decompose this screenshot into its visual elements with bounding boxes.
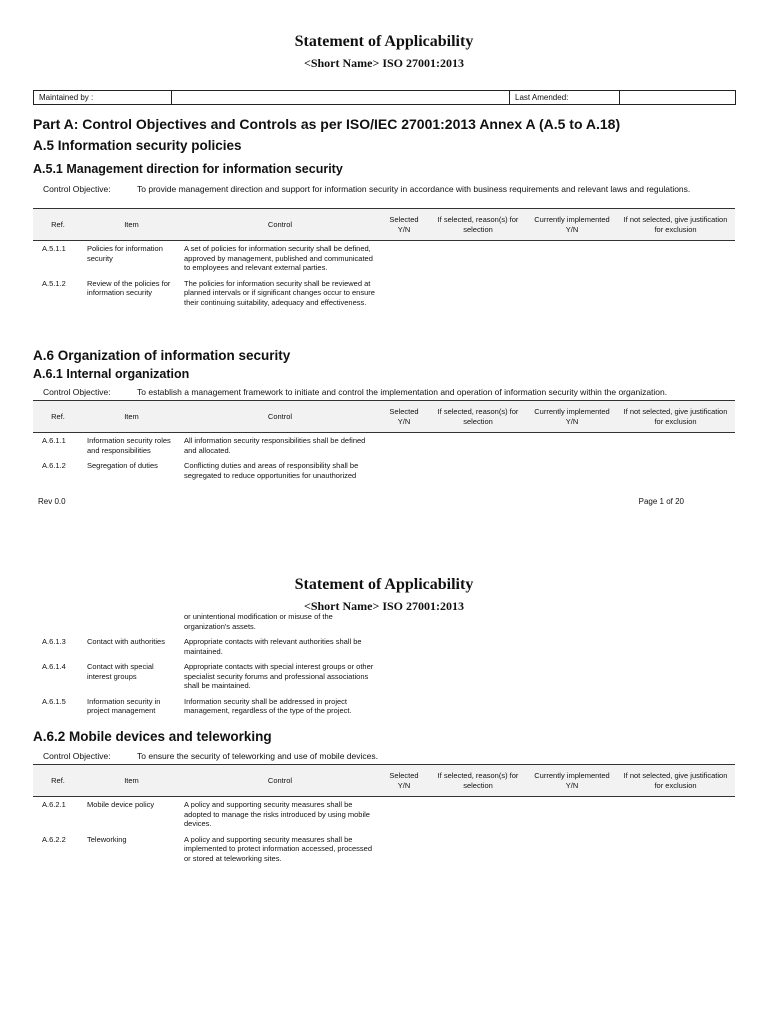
row-item: Mobile device policy: [87, 800, 155, 809]
row-control: Appropriate contacts with relevant authorities shall be maintained.: [184, 637, 362, 656]
row-control: Conflicting duties and areas of responsibility shall be segregated to reduce opportunities for unauthorized: [184, 461, 359, 480]
row-ref: A.6.1.4: [42, 662, 66, 671]
row-selected: [380, 276, 428, 311]
table-row: [33, 634, 735, 659]
row-control: Appropriate contacts with special interest groups or other specialist security forums and professional associations shall be maintained.: [184, 662, 374, 690]
row-reason: [428, 694, 528, 719]
table-row: [33, 797, 735, 832]
row-selected: [380, 634, 428, 659]
row-ref: A.6.1.1: [42, 436, 66, 445]
part-a-heading: Part A: Control Objectives and Controls as per ISO/IEC 27001:2013 Annex A (A.5 to A.18): [33, 116, 621, 132]
page-subtitle: <Short Name> ISO 27001:2013: [303, 599, 464, 613]
row-ref: A.6.1.3: [42, 637, 66, 646]
row-reason: [428, 659, 528, 694]
maintained-by-label: Maintained by :: [34, 91, 172, 105]
row-justification: [616, 832, 735, 867]
table-row: [33, 458, 735, 483]
section-a6-heading: A.6 Organization of information security: [33, 348, 291, 363]
row-reason: [428, 612, 528, 634]
row-item: [83, 612, 180, 634]
row-reason: [428, 433, 528, 459]
page-title: Statement of Applicability: [294, 33, 474, 50]
header-selected: Selected Y/N: [380, 765, 428, 797]
row-justification: [616, 659, 735, 694]
section-a51-heading: A.5.1 Management direction for information security: [33, 162, 343, 176]
row-item: Review of the policies for information security: [87, 278, 171, 297]
table-row: [33, 433, 735, 459]
header-justification: If not selected, give justification for exclusion: [616, 401, 735, 433]
row-item: Policies for information security: [87, 244, 163, 263]
row-reason: [428, 276, 528, 311]
row-implemented: [528, 612, 616, 634]
row-justification: [616, 634, 735, 659]
control-objective-label: Control Objective:: [43, 751, 111, 761]
control-objective-text: To ensure the security of teleworking and use of mobile devices.: [137, 751, 378, 761]
table-row: [33, 832, 735, 867]
row-implemented: [528, 659, 616, 694]
header-control: Control: [180, 765, 380, 797]
row-selected: [380, 612, 428, 634]
row-selected: [380, 659, 428, 694]
header-item: Item: [83, 209, 180, 241]
control-objective-text: To establish a management framework to initiate and control the implementation and operation of information security within the organization.: [137, 387, 668, 397]
row-selected: [380, 694, 428, 719]
maintained-by-value: [172, 91, 510, 105]
section-a5-heading: A.5 Information security policies: [33, 138, 242, 153]
header-implemented: Currently implemented Y/N: [528, 765, 616, 797]
row-reason: [428, 458, 528, 483]
row-selected: [380, 433, 428, 459]
header-justification: If not selected, give justification for exclusion: [616, 209, 735, 241]
footer-revision: Rev 0.0: [38, 497, 66, 506]
header-implemented: Currently implemented Y/N: [528, 209, 616, 241]
header-control: Control: [180, 209, 380, 241]
table-row: [33, 694, 735, 719]
row-implemented: [528, 458, 616, 483]
page-title: Statement of Applicability: [294, 576, 474, 593]
row-item: Segregation of duties: [87, 461, 158, 470]
row-implemented: [528, 241, 616, 276]
controls-table-a61-continued: [33, 612, 735, 719]
table-row: [33, 659, 735, 694]
row-selected: [380, 797, 428, 832]
header-implemented: Currently implemented Y/N: [528, 401, 616, 433]
header-item: Item: [83, 401, 180, 433]
control-objective-label: Control Objective:: [43, 184, 111, 194]
row-control: A set of policies for information security shall be defined, approved by management, published and communicated to employees and relevant external parties.: [184, 244, 373, 272]
header-ref: Ref.: [33, 209, 83, 241]
row-justification: [616, 612, 735, 634]
row-ref: [33, 612, 83, 634]
header-selected: Selected Y/N: [380, 209, 428, 241]
row-selected: [380, 241, 428, 276]
row-justification: [616, 241, 735, 276]
last-amended-value: [620, 91, 736, 105]
row-justification: [616, 797, 735, 832]
row-item: Information security in project management: [87, 696, 161, 715]
table-row: [33, 241, 735, 276]
control-objective-label: Control Objective:: [43, 387, 111, 397]
row-justification: [616, 276, 735, 311]
row-implemented: [528, 276, 616, 311]
row-justification: [616, 433, 735, 459]
header-ref: Ref.: [33, 765, 83, 797]
header-reason: If selected, reason(s) for selection: [428, 765, 528, 797]
row-justification: [616, 694, 735, 719]
section-a61-heading: A.6.1 Internal organization: [33, 367, 190, 381]
row-control: A policy and supporting security measures shall be implemented to protect information accessed, processed or stored at teleworking sites.: [184, 834, 373, 863]
section-a62-heading: A.6.2 Mobile devices and teleworking: [33, 729, 272, 744]
footer-page-number: Page 1 of 20: [638, 497, 684, 506]
header-justification: If not selected, give justification for exclusion: [616, 765, 735, 797]
row-selected: [380, 832, 428, 867]
row-ref: A.6.1.2: [42, 461, 66, 470]
row-selected: [380, 458, 428, 483]
row-item: Information security roles and responsibilities: [87, 436, 171, 455]
row-reason: [428, 634, 528, 659]
row-reason: [428, 797, 528, 832]
row-control: The policies for information security shall be reviewed at planned intervals or if significant changes occur to ensure their continuing suitability, adequacy and effectiveness.: [184, 278, 375, 307]
row-item: Contact with special interest groups: [87, 662, 154, 681]
header-reason: If selected, reason(s) for selection: [428, 209, 528, 241]
controls-table-a51: [33, 208, 735, 310]
table-row: [33, 276, 735, 311]
row-control: A policy and supporting security measures shall be adopted to manage the risks introduced by using mobile devices.: [184, 800, 370, 828]
header-item: Item: [83, 765, 180, 797]
header-control: Control: [180, 401, 380, 433]
maintenance-table: [33, 90, 736, 105]
row-item: Contact with authorities: [87, 637, 165, 646]
header-selected: Selected Y/N: [380, 401, 428, 433]
row-control: All information security responsibilities shall be defined and allocated.: [184, 436, 366, 455]
row-reason: [428, 832, 528, 867]
controls-table-a62: [33, 764, 735, 866]
page-subtitle: <Short Name> ISO 27001:2013: [303, 56, 464, 70]
table-row: [33, 612, 735, 634]
row-implemented: [528, 832, 616, 867]
row-item: Teleworking: [87, 834, 127, 844]
row-control-continued: or unintentional modification or misuse of the organization's assets.: [184, 612, 333, 631]
row-ref: A.6.2.1: [42, 800, 66, 809]
row-implemented: [528, 797, 616, 832]
last-amended-label: Last Amended:: [510, 91, 620, 105]
row-justification: [616, 458, 735, 483]
header-reason: If selected, reason(s) for selection: [428, 401, 528, 433]
row-ref: A.6.1.5: [42, 696, 66, 706]
row-ref: A.5.1.2: [42, 278, 66, 288]
controls-table-a61: [33, 400, 735, 483]
row-implemented: [528, 634, 616, 659]
control-objective-text: To provide management direction and support for information security in accordance with business requirements and relevant laws and regulations.: [137, 184, 691, 194]
row-implemented: [528, 694, 616, 719]
row-implemented: [528, 433, 616, 459]
row-control: Information security shall be addressed in project management, regardless of the type of the project.: [184, 696, 352, 715]
row-ref: A.5.1.1: [42, 244, 66, 253]
row-reason: [428, 241, 528, 276]
row-ref: A.6.2.2: [42, 834, 66, 844]
header-ref: Ref.: [33, 401, 83, 433]
